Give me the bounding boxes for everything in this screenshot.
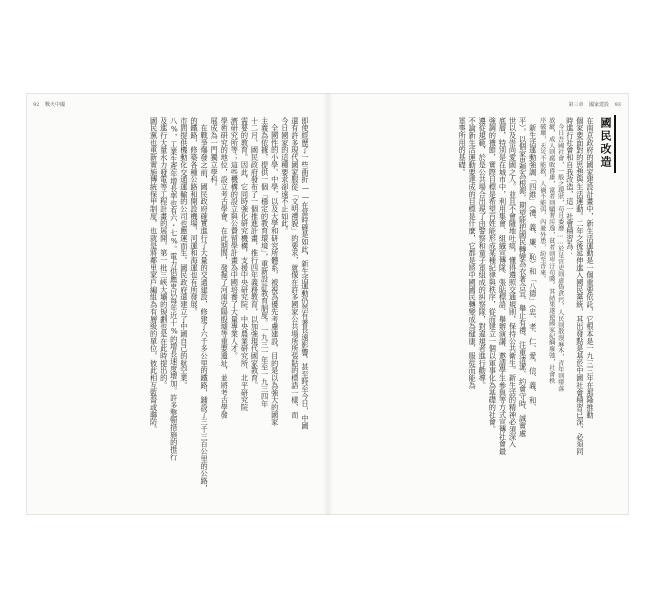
left-column: 全國性的小學、中學，以及大學和研究所體系，被視為優先考慮建設，目的是以為強大的國家 — [270, 117, 280, 426]
right-column: 平），以個家思想為根源，期望能把國民轉變為衣著合宜、舉止有禮、注重清潔、約會守時、誠實處 — [518, 117, 528, 437]
right-column: 軍事所用的基礎。 — [458, 117, 468, 176]
right-column: 新生活運動強調「四維」（禮、義、廉、恥）和「八德」（忠、孝、仁、愛、信、義、和、 — [528, 117, 538, 412]
right-column: 時進行社會和自我改造，這一社會積習為： — [565, 117, 575, 257]
left-column: 需要的教育。因此，它同時強化研究機構，支援中央研究院、中央農業研究所、北平研究院 — [240, 117, 250, 411]
chapter-title: 國家建設 — [589, 102, 610, 108]
left-column: 的鐵路，修築各種公路和開設機場，河運和海運也有所發展。 — [189, 117, 199, 316]
chapter-number: 第三章 — [568, 102, 584, 108]
left-column: 學術研究的地位，設立考古學會。在此期間，發掘了河南安陽殷墟等重要遺址，並將考古學發 — [220, 117, 230, 419]
right-page-number: 93 — [614, 102, 621, 108]
right-column: 底層，特別是在城市中，利用集會、組織宣傳隊、張貼標語、舉辦演講、邀請學生參與等方式宣傳社會最 — [498, 117, 508, 456]
left-column: 市間提供機動化交通運輸的公司也應運而生。國民政府還建立了中國自己的航空業。 — [179, 117, 189, 389]
left-column: 即使經歷了一些曲折——在當時確是如此，新生活運動仍然有著長遠影響。甚至時至今日，中國 — [301, 117, 310, 430]
left-column: 在戰爭爆發之前，國民政府確實進行了大量的交通建設，修建了六千多公里的鐵路，鋪設了三千三百公里的公路， — [200, 117, 210, 492]
left-column: 還有許多現代國家服從「文明禮貌」的要求，就像在許多國家公共場所所張貼的標語一樣，而 — [290, 117, 300, 419]
block-quote-line: 放縱，成人則腐敗昏庸，富者則驕奢淫逸，貧者則卑汙苟賤。其結果遂使國家紀綱廢弛，社會秩 — [547, 117, 555, 384]
left-column: 濟研究所等；這些機構的設立與公費留學計畫為中國培養了大量專業人才。 — [230, 117, 240, 360]
right-column: 個家要面對的思想與生活運動。二年之後延伸進入國民黨統，其出發點是基於中國社會積習已深，必須同 — [575, 117, 585, 456]
book-title: 戰火中國 — [44, 102, 65, 108]
left-column: 展成為一門獨立學科。 — [210, 117, 220, 191]
right-column: 世以及崇尚愛國之人。並且不會隨地吐痰，懂得遵照交通規則，保持公共衛生。新生活的精神必須深入 — [508, 117, 518, 448]
left-column: 十二月，國民政府發布了一個推進計畫，推行四年義務教育，以加強現代國家教育。 — [250, 117, 260, 389]
left-column: 八%，工業生產年增長率也有六・七%。電力供應更以每年近十%的增長速度增加。許多整頓措施的推行 — [169, 117, 179, 461]
left-page — [26, 93, 326, 515]
left-page-body — [40, 117, 310, 497]
right-page — [330, 93, 629, 515]
block-quote-line: 序破壞，天災不能救，人禍不能弭，內憂外患，紛至沓來。 — [538, 117, 546, 283]
section-title: 國民改造 — [599, 117, 612, 169]
left-column: 今日國家的這種要求卻遠不止如此。 — [280, 117, 290, 235]
right-column: 遵從規範，於是公共場合出現了由警察和童子軍組成的糾察隊，對違規者進行勸導。 — [478, 117, 488, 389]
left-column: 主義為依據，提供一個「穩定的教育環境」，重新設計教育制度。一九三一年至一九三四年 — [260, 117, 270, 408]
left-column: 及進行大量水力發電等工程計畫的展開，第一批三峽大壩的規劃也是在此時提出的。 — [159, 117, 169, 389]
block-quote-line: 今日吾國社會，一般之現狀，苟且委靡……於是官吏則虛偽貪污，人民則散漫麻木，青年則墮落 — [556, 117, 564, 392]
right-column: 在南京政府的國家建設計畫中，新生活運動是一個重要依託，它根本是一九三三年在那隆推動 — [586, 117, 595, 419]
left-column: 國民黨也重新實施傳統保甲制度，也就是將鄰里家戶編組為有層級的單位，彼此相互監督或聯防。 — [149, 117, 159, 434]
right-column: 強調的禮節，實際目標是希望百姓能形成某種紀律與秩序，從而建立一個以軍事化為基礎的社會。 — [488, 117, 498, 434]
left-page-number: 92 — [33, 102, 40, 108]
right-running-head — [568, 101, 621, 108]
left-running-head — [33, 101, 69, 108]
right-column: 不論新生活運動要達成的目標是什麼，它都是將中國國民轉變成為健康、服從而能為 — [468, 117, 478, 389]
right-page-body — [348, 117, 615, 497]
